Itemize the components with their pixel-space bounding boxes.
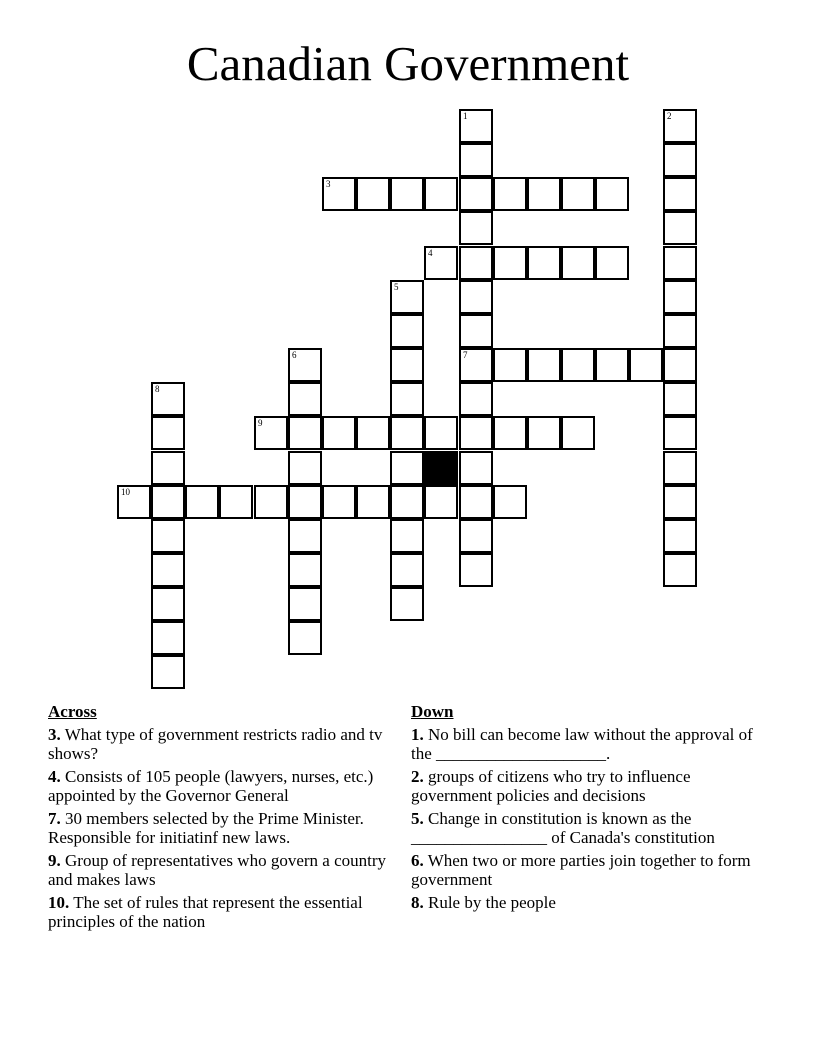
grid-cell[interactable]	[185, 485, 219, 519]
grid-cell[interactable]	[322, 485, 356, 519]
grid-cell[interactable]	[663, 177, 697, 211]
grid-cell[interactable]	[629, 348, 663, 382]
grid-cell[interactable]	[663, 451, 697, 485]
grid-cell[interactable]	[663, 211, 697, 245]
grid-cell[interactable]	[527, 177, 561, 211]
grid-cell[interactable]	[459, 348, 493, 382]
grid-cell[interactable]	[288, 519, 322, 553]
grid-cell[interactable]	[459, 211, 493, 245]
clue-number: 1	[463, 111, 468, 121]
grid-cell[interactable]	[390, 553, 424, 587]
grid-cell[interactable]	[595, 246, 629, 280]
grid-cell[interactable]	[288, 451, 322, 485]
clue-across-4: 4. Consists of 105 people (lawyers, nurses, etc.) appointed by the Governor General	[48, 767, 374, 805]
grid-cell[interactable]	[459, 451, 493, 485]
clue-number: 9	[258, 418, 263, 428]
grid-cell[interactable]	[561, 177, 595, 211]
grid-cell[interactable]	[527, 416, 561, 450]
grid-cell[interactable]	[288, 587, 322, 621]
clue-across-9: 9. Group of representatives who govern a country and makes laws	[48, 851, 387, 889]
grid-cell[interactable]	[663, 143, 697, 177]
grid-cell[interactable]	[219, 485, 253, 519]
clue-number: 7	[463, 350, 468, 360]
page-title: Canadian Government	[186, 36, 630, 91]
grid-cell[interactable]	[151, 416, 185, 450]
grid-cell[interactable]	[459, 485, 493, 519]
grid-cell[interactable]	[424, 177, 458, 211]
grid-cell[interactable]	[288, 348, 322, 382]
grid-cell[interactable]	[663, 553, 697, 587]
grid-cell[interactable]	[527, 348, 561, 382]
grid-cell[interactable]	[663, 519, 697, 553]
grid-cell[interactable]	[390, 348, 424, 382]
clue-number: 8	[155, 384, 160, 394]
grid-cell[interactable]	[390, 416, 424, 450]
grid-cell[interactable]	[390, 314, 424, 348]
clue-down-2: 2. groups of citizens who try to influence government policies and decisions	[411, 767, 691, 805]
grid-cell[interactable]	[561, 246, 595, 280]
grid-cell[interactable]	[459, 416, 493, 450]
clue-across-3: 3. What type of government restricts radio and tv shows?	[48, 725, 383, 763]
grid-cell[interactable]	[459, 246, 493, 280]
grid-cell[interactable]	[288, 382, 322, 416]
grid-cell[interactable]	[663, 348, 697, 382]
clue-number: 6	[292, 350, 297, 360]
grid-cell[interactable]	[151, 621, 185, 655]
clue-number: 2	[667, 111, 672, 121]
clue-number: 3	[326, 179, 331, 189]
grid-cell[interactable]	[356, 485, 390, 519]
grid-cell[interactable]	[390, 587, 424, 621]
grid-cell[interactable]	[151, 382, 185, 416]
grid-cell[interactable]	[493, 246, 527, 280]
grid-cell[interactable]	[151, 485, 185, 519]
grid-cell[interactable]	[390, 485, 424, 519]
grid-cell[interactable]	[663, 246, 697, 280]
clue-down-5: 5. Change in constitution is known as the ________________ of Canada's constitution	[411, 809, 715, 847]
grid-cell[interactable]	[663, 314, 697, 348]
grid-cell[interactable]	[390, 382, 424, 416]
black-cell	[424, 451, 458, 485]
grid-cell[interactable]	[493, 485, 527, 519]
grid-cell[interactable]	[459, 314, 493, 348]
grid-cell[interactable]	[493, 177, 527, 211]
grid-cell[interactable]	[288, 621, 322, 655]
grid-cell[interactable]	[424, 485, 458, 519]
grid-cell[interactable]	[151, 655, 185, 689]
across-heading: Across	[48, 702, 97, 721]
clue-down-6: 6. When two or more parties join together to form government	[411, 851, 751, 889]
grid-cell[interactable]	[459, 519, 493, 553]
across-clues	[48, 702, 406, 935]
grid-cell[interactable]	[356, 416, 390, 450]
grid-cell[interactable]	[390, 280, 424, 314]
grid-cell[interactable]	[527, 246, 561, 280]
grid-cell[interactable]	[663, 109, 697, 143]
down-heading: Down	[411, 702, 454, 721]
grid-cell[interactable]	[151, 519, 185, 553]
grid-cell[interactable]	[459, 382, 493, 416]
grid-cell[interactable]	[322, 416, 356, 450]
grid-cell[interactable]	[390, 451, 424, 485]
grid-cell[interactable]	[356, 177, 390, 211]
clue-across-10: 10. The set of rules that represent the essential principles of the nation	[48, 893, 363, 931]
grid-cell[interactable]	[322, 177, 356, 211]
grid-cell[interactable]	[595, 348, 629, 382]
grid-cell[interactable]	[151, 553, 185, 587]
grid-cell[interactable]	[493, 416, 527, 450]
clue-across-7: 7. 30 members selected by the Prime Minister. Responsible for initiatinf new laws.	[48, 809, 364, 847]
grid-cell[interactable]	[663, 382, 697, 416]
grid-cell[interactable]	[561, 416, 595, 450]
grid-cell[interactable]	[663, 280, 697, 314]
clue-number: 4	[428, 248, 433, 258]
grid-cell[interactable]	[151, 451, 185, 485]
clue-down-1: 1. No bill can become law without the approval of the ____________________.	[411, 725, 753, 763]
grid-cell[interactable]	[663, 485, 697, 519]
clue-down-8: 8. Rule by the people	[411, 893, 556, 912]
grid-cell[interactable]	[459, 280, 493, 314]
grid-cell[interactable]	[151, 587, 185, 621]
grid-cell[interactable]	[390, 177, 424, 211]
grid-cell[interactable]	[254, 485, 288, 519]
grid-cell[interactable]	[254, 416, 288, 450]
grid-cell[interactable]	[595, 177, 629, 211]
clue-number: 10	[121, 487, 130, 497]
grid-cell[interactable]	[390, 519, 424, 553]
grid-cell[interactable]	[459, 143, 493, 177]
grid-cell[interactable]	[424, 416, 458, 450]
grid-cell[interactable]	[493, 348, 527, 382]
grid-cell[interactable]	[117, 485, 151, 519]
grid-cell[interactable]	[459, 109, 493, 143]
grid-cell[interactable]	[288, 553, 322, 587]
down-clues	[411, 702, 756, 916]
grid-cell[interactable]	[424, 246, 458, 280]
grid-cell[interactable]	[288, 416, 322, 450]
clue-number: 5	[394, 282, 399, 292]
grid-cell[interactable]	[561, 348, 595, 382]
grid-cell[interactable]	[459, 177, 493, 211]
grid-cell[interactable]	[459, 553, 493, 587]
grid-cell[interactable]	[288, 485, 322, 519]
grid-cell[interactable]	[663, 416, 697, 450]
